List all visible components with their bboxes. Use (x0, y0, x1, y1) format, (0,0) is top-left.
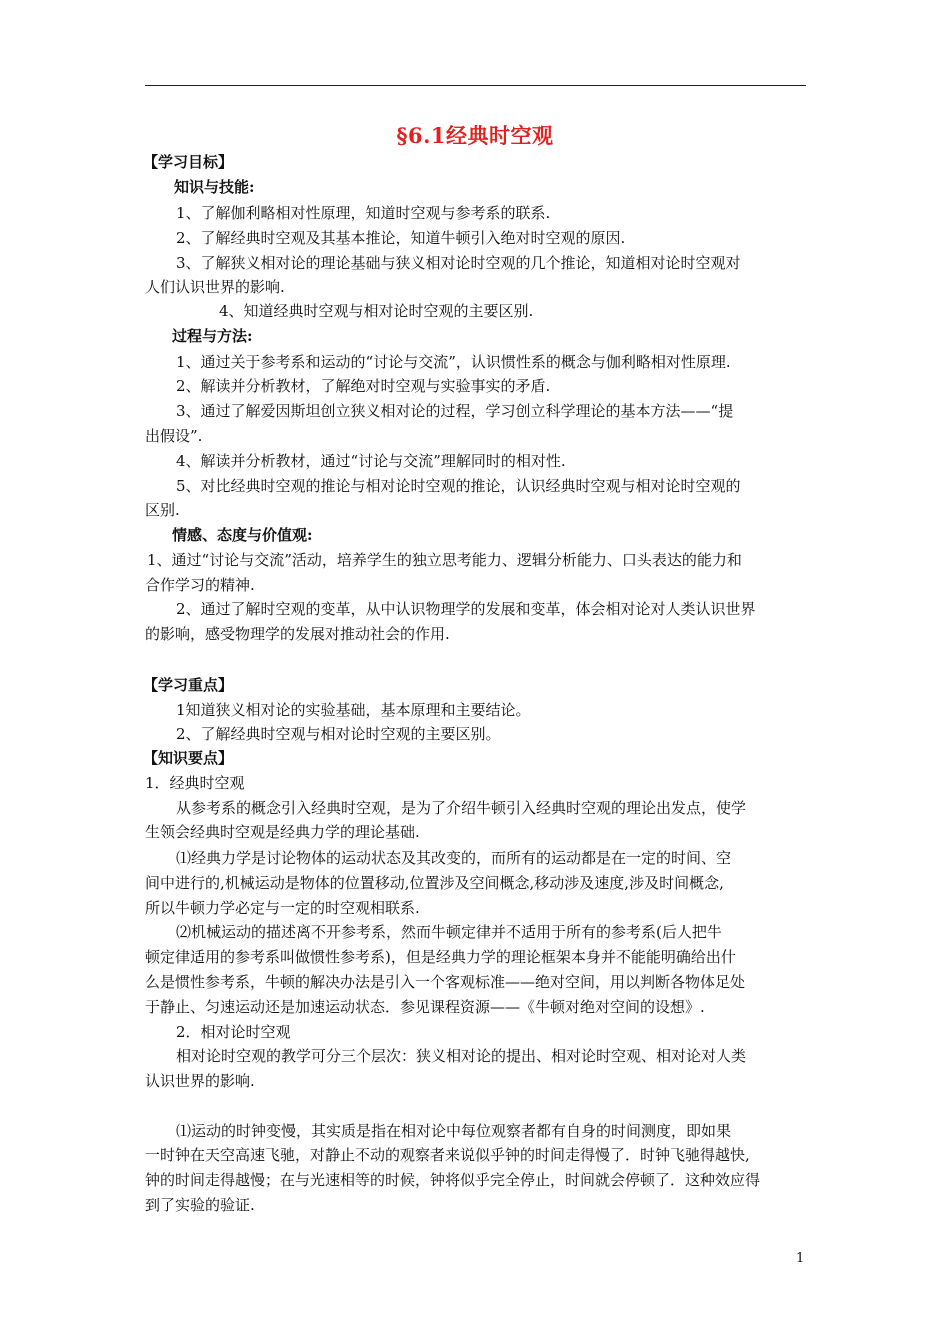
point-1-para-1-line1: 从参考系的概念引入经典时空观，是为了介绍牛顿引入经典时空观的理论出发点，使学 (176, 799, 747, 817)
process-item-3-line2: 出假设”. (145, 427, 203, 445)
emotion-item-1-line1: 1、通过“讨论与交流”活动，培养学生的独立思考能力、逻辑分析能力、口头表达的能力和 (147, 551, 742, 569)
page-title: §6.1经典时空观 (396, 123, 554, 148)
point-1-para-3-line2: 顿定律适用的参考系叫做惯性参考系)，但是经典力学的理论框架本身并不能能明确给出什 (145, 948, 736, 966)
point-2-para-2-line2: 一时钟在天空高速飞驰，对静止不动的观察者来说似乎钟的时间走得慢了．时钟飞驰得越快, (145, 1146, 750, 1164)
point-2-para-2-line1: ⑴运动的时钟变慢，其实质是指在相对论中每位观察者都有自身的时间测度，即如果 (176, 1122, 732, 1140)
knowledge-item-4: 4、知道经典时空观与相对论时空观的主要区别. (219, 302, 534, 320)
knowledge-item-3-line2: 人们认识世界的影响. (145, 278, 285, 296)
process-item-3-line1: 3、通过了解爱因斯坦创立狭义相对论的过程，学习创立科学理论的基本方法——“提 (176, 402, 734, 420)
process-item-4: 4、解读并分析教材，通过“讨论与交流”理解同时的相对性. (176, 452, 566, 470)
knowledge-item-1: 1、了解伽利略相对性原理，知道时空观与参考系的联系. (176, 204, 551, 222)
process-item-5-line2: 区别. (145, 501, 180, 519)
key-point-2: 2、了解经典时空观与相对论时空观的主要区别。 (176, 725, 501, 743)
key-points-header: 【学习重点】 (143, 676, 234, 694)
point-1-para-3-line4: 于静止、匀速运动还是加速运动状态．参见课程资源——《牛顿对绝对空间的设想》. (145, 998, 705, 1016)
emotion-item-1-line2: 合作学习的精神. (145, 576, 255, 594)
knowledge-item-2: 2、了解经典时空观及其基本推论，知道牛顿引入绝对时空观的原因. (176, 229, 626, 247)
point-2-para-2-line3: 钟的时间走得越慢；在与光速相等的时候，钟将似乎完全停止，时间就会停顿了．这种效应得 (145, 1171, 761, 1189)
emotion-item-2-line2: 的影响，感受物理学的发展对推动社会的作用. (145, 625, 450, 643)
process-item-1: 1、通过关于参考系和运动的“讨论与交流”，认识惯性系的概念与伽利略相对性原理. (176, 353, 731, 371)
knowledge-item-3-line1: 3、了解狭义相对论的理论基础与狭义相对论时空观的几个推论，知道相对论时空观对 (176, 254, 741, 272)
emotion-item-2-line1: 2、通过了解时空观的变革，从中认识物理学的发展和变革，体会相对论对人类认识世界 (176, 600, 756, 618)
point-1-para-2-line1: ⑴经典力学是讨论物体的运动状态及其改变的，而所有的运动都是在一定的时间、空 (176, 849, 732, 867)
point-1-para-1-line2: 生领会经典时空观是经典力学的理论基础. (145, 823, 420, 841)
knowledge-points-header: 【知识要点】 (143, 749, 234, 767)
point-2-para-2-line4: 到了实验的验证. (145, 1196, 255, 1214)
header-rule (145, 85, 806, 86)
point-1-para-2-line2: 间中进行的,机械运动是物体的位置移动,位置涉及空间概念,移动涉及速度,涉及时间概念, (145, 874, 724, 892)
process-item-2: 2、解读并分析教材，了解绝对时空观与实验事实的矛盾. (176, 377, 551, 395)
point-2-para-1-line2: 认识世界的影响. (145, 1072, 255, 1090)
emotion-header: 情感、态度与价值观: (172, 526, 313, 544)
knowledge-header: 知识与技能: (174, 178, 255, 196)
point-2-para-1-line1: 相对论时空观的教学可分三个层次：狭义相对论的提出、相对论时空观、相对论对人类 (176, 1047, 747, 1065)
process-item-5-line1: 5、对比经典时空观的推论与相对论时空观的推论，认识经典时空观与相对论时空观的 (176, 477, 741, 495)
page-number: 1 (796, 1251, 805, 1266)
process-header: 过程与方法: (172, 327, 253, 345)
key-point-1: 1知道狭义相对论的实验基础，基本原理和主要结论。 (176, 701, 531, 719)
point-1-para-3-line1: ⑵机械运动的描述离不开参考系，然而牛顿定律并不适用于所有的参考系(后人把牛 (176, 923, 722, 941)
point-1-para-2-line3: 所以牛顿力学必定与一定的时空观相联系. (145, 899, 420, 917)
point-1-para-3-line3: 么是惯性参考系，牛顿的解决办法是引入一个客观标准——绝对空间，用以判断各物体足处 (145, 973, 746, 991)
goals-header: 【学习目标】 (143, 153, 234, 171)
point-1-heading: 1．经典时空观 (145, 774, 245, 792)
point-2-heading: 2．相对论时空观 (176, 1023, 291, 1041)
